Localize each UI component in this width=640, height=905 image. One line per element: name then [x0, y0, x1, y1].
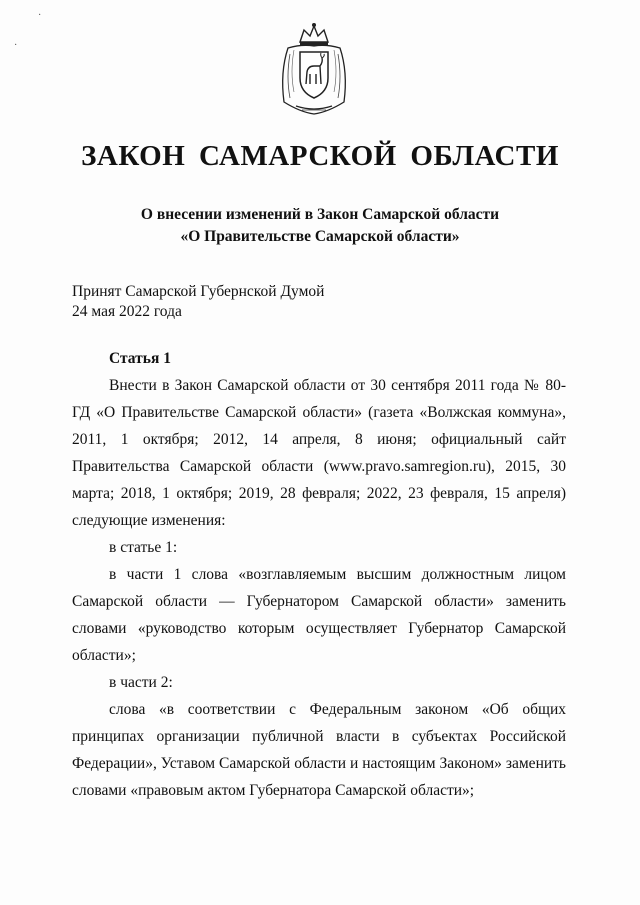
document-subtitle — [0, 204, 640, 248]
adoption-date: 24 мая 2022 года — [72, 303, 182, 320]
paragraph: в части 1 слова «возглавляемым высшим должностным лицом Самарской области — Губернатором Самарской области» заменить словами «руководство которым осуществляет Губернатор Самарской области»; — [72, 566, 566, 664]
article-heading: Статья 1 — [109, 350, 171, 367]
document-title: ЗАКОН САМАРСКОЙ ОБЛАСТИ — [81, 140, 559, 172]
paragraph: в статье 1: — [109, 539, 178, 556]
scan-artifact: · — [38, 10, 42, 21]
scan-artifact: · — [14, 40, 18, 51]
paragraph: в части 2: — [109, 674, 173, 691]
subtitle-line-1: О внесении изменений в Закон Самарской области — [140, 206, 500, 223]
paragraph: Внести в Закон Самарской области от 30 сентября 2011 года № 80-ГД «О Правительстве Самарской области» (газета «Волжская коммуна», 2011, 1 октября; 2012, 14 апреля, 8 июня; официальный сайт Правительства Самарской области (www.pravo.samregion.ru), 2015, 30 марта; 2018, 1 октября; 2019, 28 февраля; 2022, 23 февраля, 15 апреля) следующие изменения: — [72, 377, 566, 529]
coat-of-arms-samara-icon — [270, 22, 358, 118]
paragraph: слова «в соответствии с Федеральным законом «Об общих принципах организации публичной власти в субъектах Российской Федерации», Уставом Самарской области и настоящим Законом» заменить словами «правовым актом Губернатора Самарской области»; — [72, 701, 566, 799]
subtitle-line-2: «О Правительстве Самарской области» — [180, 228, 460, 245]
adoption-note — [72, 282, 324, 322]
article-body — [72, 372, 566, 804]
adoption-body: Принят Самарской Губернской Думой — [72, 283, 325, 300]
